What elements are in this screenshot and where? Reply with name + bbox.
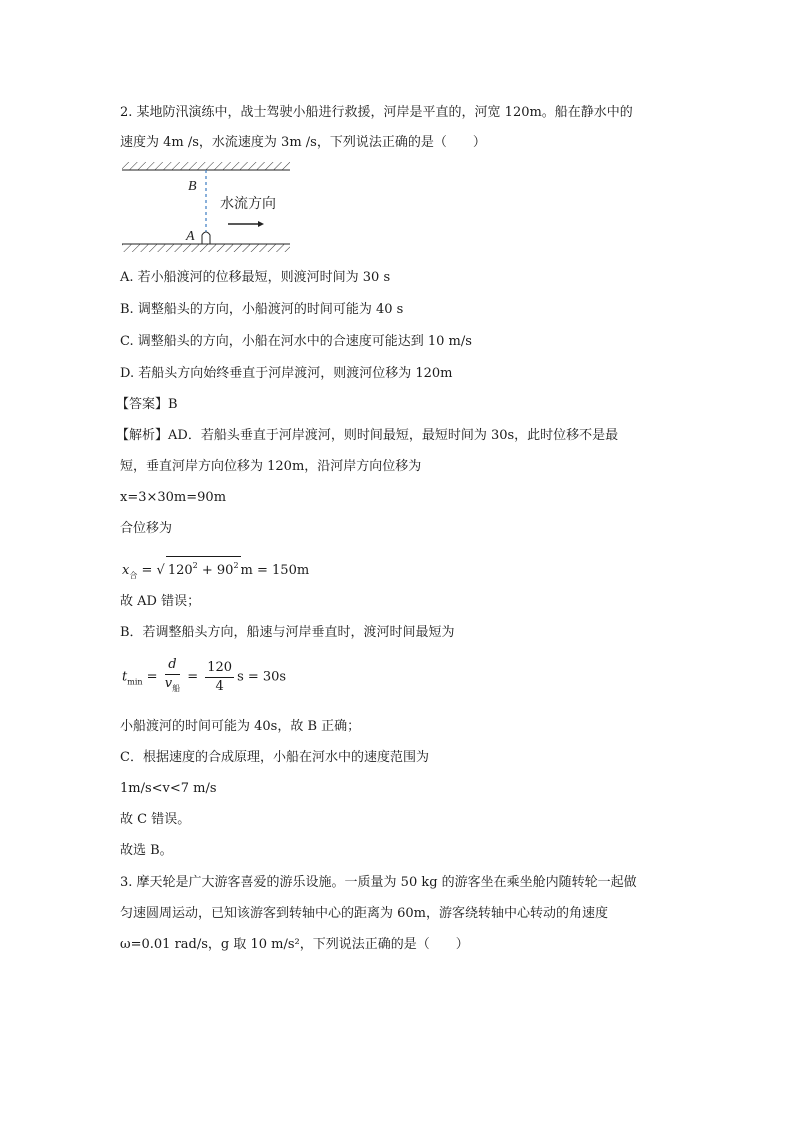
question-3-stem-line1: 3. 摩天轮是广大游客喜爱的游乐设施。一质量为 50 kg 的游客坐在乘坐舱内随转轮一起做 [120,875,637,890]
flow-arrow-icon [228,221,264,227]
sqrt-expression: $120^2 + 90^2$ [166,556,241,580]
c-wrong-line: 故 C 错误。 [120,812,191,827]
top-bank [122,162,290,170]
question-2-stem-line2: 速度为 4m /s，水流速度为 3m /s，下列说法正确的是（ ） [120,135,486,150]
question-3-stem-line2: 匀速圆周运动，已知该游客到转轴中心的距离为 60m，游客绕转轴中心转动的角速度 [120,906,609,921]
eq-lhs-x: x [122,563,130,578]
eq-tmin-lhs: t [122,669,128,685]
answer-tag: 【答案】 [116,397,169,412]
c-range-line: 1m/s<v<7 m/s [120,781,217,796]
point-b-label: B [188,179,197,194]
equation-combined: $x_合$ = √ $120^2 + 90^2$ m = 150m [122,556,309,585]
question-3-stem-line3: ω=0.01 rad/s，g 取 10 m/s²，下列说法正确的是（ ） [120,937,469,952]
fraction-120-over-4: $\frac{120}{4}$ [207,659,233,694]
choose-line: 故选 B。 [120,843,173,858]
analysis-line1 [116,427,618,445]
fraction-d-over-v: $\frac{d}{v_船}$ [164,657,181,693]
equation-tmin: $t_{min}$ = $\frac{d}{v_船}$ = $\frac{120}{4}$ s = 30s [122,656,286,703]
boat-icon [202,232,210,244]
option-d: D. 若船头方向始终垂直于河岸渡河，则渡河位移为 120m [120,366,453,381]
bottom-bank [122,244,290,252]
c-analysis-line: C．根据速度的合成原理，小船在河水中的速度范围为 [120,750,429,765]
answer-line [116,396,178,414]
combined-displacement-label: 合位移为 [120,521,173,536]
equation-x: x=3×30m=90m [120,490,227,505]
b-correct-line: 小船渡河的时间可能为 40s，故 B 正确； [120,719,361,734]
answer-value: B [168,397,178,412]
analysis-line2: 短，垂直河岸方向位移为 120m，沿河岸方向位移为 [120,459,422,474]
option-b: B. 调整船头的方向，小船渡河的时间可能为 40 s [120,302,404,317]
point-a-label: A [186,229,195,244]
b-analysis-line: B．若调整船头方向，船速与河岸垂直时，渡河时间最短为 [120,625,455,640]
eq-combined-result: m = 150m [240,563,310,578]
eq-lhs-sub: 合 [129,571,138,580]
question-2-stem-line1: 2. 某地防汛演练中，战士驾驶小船进行救援，河岸是平直的，河宽 120m。船在静水中的 [120,105,633,120]
option-a: A. 若小船渡河的位移最短，则渡河时间为 30 s [120,270,391,285]
analysis-tag: 【解析】 [116,428,169,443]
option-c: C. 调整船头的方向，小船在河水中的合速度可能达到 10 m/s [120,334,472,349]
ad-wrong-line: 故 AD 错误； [120,594,201,609]
eq-tmin-result: s = 30s [237,669,287,685]
flow-direction-label: 水流方向 [220,196,276,212]
analysis-text-1: AD．若船头垂直于河岸渡河，则时间最短，最短时间为 30s，此时位移不是最 [168,428,619,443]
river-diagram [122,160,292,260]
